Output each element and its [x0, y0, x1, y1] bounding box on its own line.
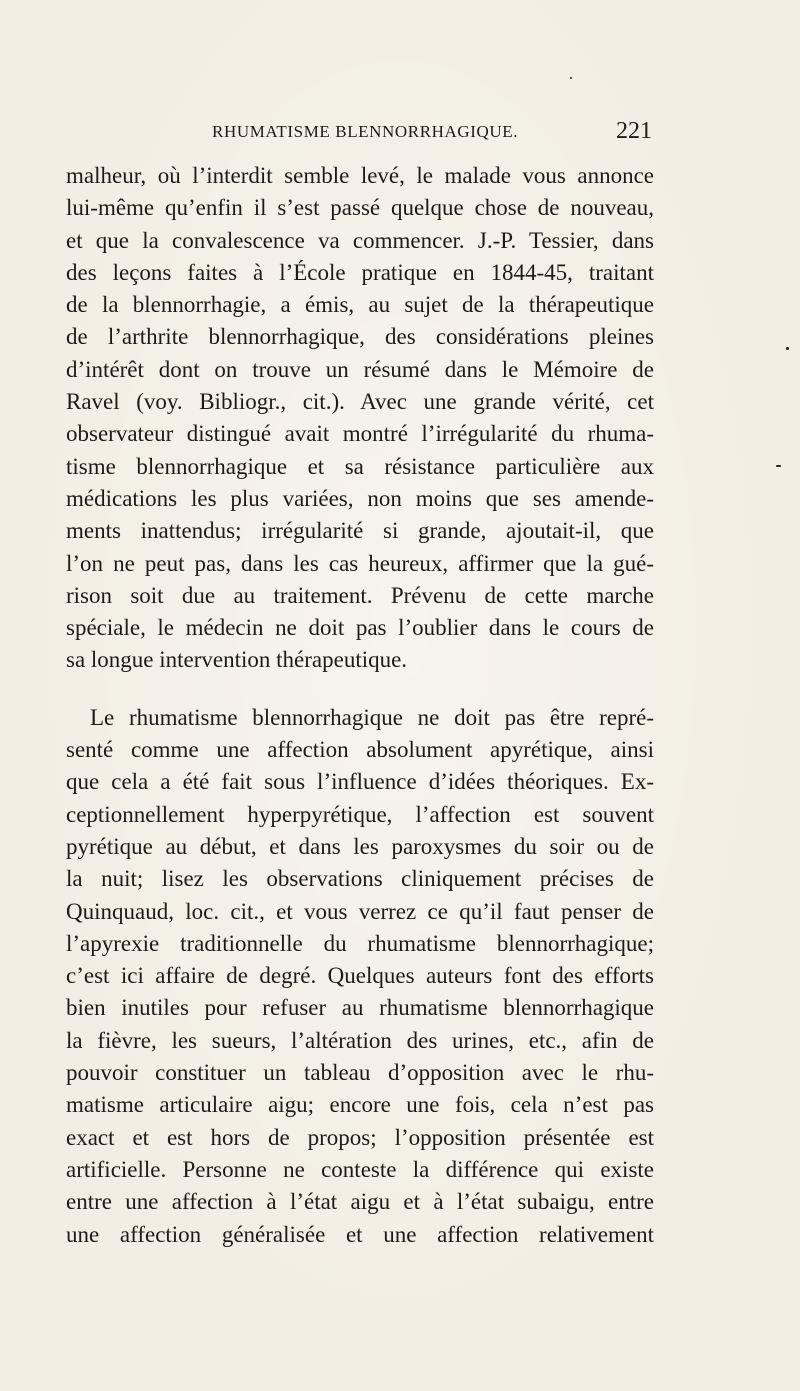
paper-speck [786, 347, 789, 350]
page-number: 221 [616, 118, 652, 144]
running-title: RHUMATISME BLENNORRHAGIQUE. [212, 122, 519, 141]
body-text [66, 160, 654, 1251]
text-line: l’apyrexie traditionnelle du rhumatisme blennorrhagique; [66, 930, 654, 956]
text-line: rison soit due au traitement. Prévenu de cette marche [66, 582, 654, 608]
text-line: de la blennorrhagie, a émis, au sujet de la thérapeutique [66, 292, 654, 318]
text-line: bien inutiles pour refuser au rhumatisme blennorrhagique [66, 995, 654, 1021]
text-line: spéciale, le médecin ne doit pas l’oublier dans le cours de [66, 615, 654, 641]
text-line: que cela a été fait sous l’influence d’idées théoriques. Ex- [66, 769, 654, 795]
text-line: pyrétique au début, et dans les paroxysmes du soir ou de [66, 833, 654, 859]
text-line: la fièvre, les sueurs, l’altération des urines, etc., afin de [66, 1027, 654, 1053]
paragraph-2 [66, 702, 654, 1251]
text-line: malheur, où l’interdit semble levé, le malade vous annonce [66, 163, 654, 188]
text-line: c’est ici affaire de degré. Quelques auteurs font des efforts [66, 963, 654, 989]
text-line: médications les plus variées, non moins que ses amende- [66, 485, 654, 511]
text-line: d’intérêt dont on trouve un résumé dans le Mémoire de [66, 356, 654, 382]
text-line: l’on ne peut pas, dans les cas heureux, affirmer que la gué- [66, 550, 654, 576]
text-line: une affection généralisée et une affection relativement [66, 1221, 654, 1247]
text-line: la nuit; lisez les observations cliniquement précises de [66, 866, 654, 892]
text-line: Le rhumatisme blennorrhagique ne doit pas être repré- [90, 704, 654, 730]
text-line: lui-même qu’enfin il s’est passé quelque chose de nouveau, [66, 195, 654, 221]
text-line: Ravel (voy. Bibliogr., cit.). Avec une grande vérité, cet [66, 389, 654, 415]
text-line: ments inattendus; irrégularité si grande, ajoutait-il, que [66, 518, 654, 544]
text-line: des leçons faites à l’École pratique en 1844-45, traitant [66, 259, 654, 285]
text-line: exact et est hors de propos; l’opposition présentée est [66, 1124, 654, 1150]
paper-speck [570, 77, 572, 79]
paragraph-spacer [66, 677, 654, 702]
text-line: pouvoir constituer un tableau d’opposition avec le rhu- [66, 1060, 654, 1086]
paragraph-1 [66, 160, 654, 677]
text-line: matisme articulaire aigu; encore une fois, cela n’est pas [66, 1092, 654, 1118]
text-line: de l’arthrite blennorrhagique, des considérations pleines [66, 324, 654, 350]
text-line: senté comme une affection absolument apyrétique, ainsi [66, 737, 654, 763]
text-line: sa longue intervention thérapeutique. [66, 647, 408, 673]
text-line: observateur distingué avait montré l’irrégularité du rhuma- [66, 421, 654, 447]
running-head [66, 118, 654, 148]
text-line: Quinquaud, loc. cit., et vous verrez ce qu’il faut penser de [66, 898, 654, 924]
text-line: ceptionnellement hyperpyrétique, l’affection est souvent [66, 801, 654, 827]
text-line: entre une affection à l’état aigu et à l’état subaigu, entre [66, 1189, 654, 1215]
text-line: artificielle. Personne ne conteste la différence qui existe [66, 1156, 654, 1182]
text-line: tisme blennorrhagique et sa résistance particulière aux [66, 453, 654, 479]
text-line: et que la convalescence va commencer. J.-P. Tessier, dans [66, 227, 654, 253]
paper-speck [776, 465, 781, 467]
